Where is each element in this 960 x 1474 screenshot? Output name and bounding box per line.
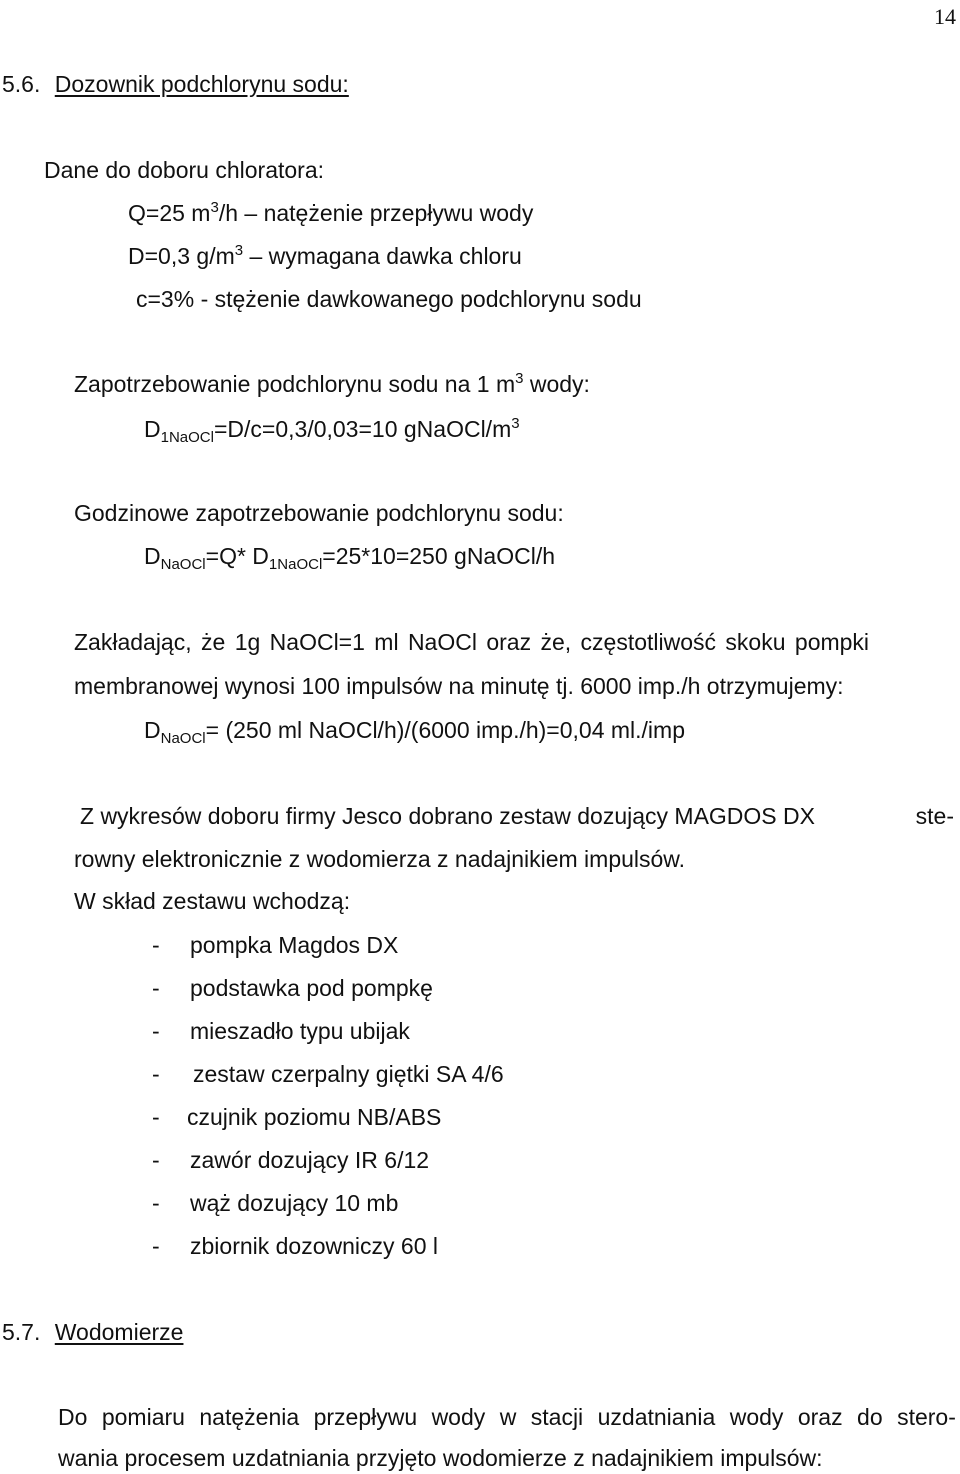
set-heading: W skład zestawu wchodzą: [74, 888, 351, 914]
selection-line-1: Z wykresów doboru firmy Jesco dobrano zestaw dozujący MAGDOS DX ste- [80, 803, 954, 829]
selection-line-2: rowny elektronicznie z wodomierza z nadajnikiem impulsów. [74, 846, 686, 872]
formula-hourly: $D_{NaOCl}=Q*$ $D_{1NaOCl}=25*10=250$ gNaOCl/h [144, 543, 556, 573]
hourly-demand-label: Godzinowe zapotrzebowanie podchlorynu sodu: [74, 500, 564, 526]
list-item: - wąż dozujący 10 mb [152, 1190, 399, 1216]
param-dose: D=0,3 $g/m^3$ – wymagana dawka chloru [128, 242, 522, 269]
section-heading-dosing-unit [2, 73, 349, 96]
demand-per-m3-label: Zapotrzebowanie podchlorynu sodu na 1 $m^3$ wody: [74, 370, 590, 397]
list-item: - czujnik poziomu NB/ABS [152, 1104, 442, 1130]
list-item: - zestaw czerpalny giętki SA 4/6 [152, 1061, 504, 1087]
meters-line-1: Do pomiaru natężenia przepływu wody w stacji uzdatniania wody oraz do stero- [58, 1404, 956, 1430]
assumption-line-2: membranowej wynosi 100 impulsów na minutę tj. 6000 imp./h otrzymujemy: [74, 673, 844, 699]
data-heading: Dane do doboru chloratora: [44, 157, 325, 183]
list-item: - podstawka pod pompkę [152, 975, 433, 1001]
section-number: 5.6. [2, 71, 41, 97]
formula-dose-per-impulse: $D_{NaOCl}= (250$ ml NaOCl/h)/(6000 imp./h)=0,04 ml./imp [144, 717, 685, 747]
list-item: - pompka Magdos DX [152, 932, 399, 958]
page-number: 14 [934, 4, 956, 29]
param-flow: Q=25 $m^3/h$ – natężenie przepływu wody [128, 199, 534, 226]
list-item: - mieszadło typu ubijak [152, 1018, 410, 1044]
assumption-line-1: Zakładając, że 1g NaOCl=1 ml NaOCl oraz że, częstotliwość skoku pompki [74, 629, 870, 655]
section-number: 5.7. [2, 1319, 41, 1345]
param-concentration: c=3% - stężenie dawkowanego podchlorynu sodu [136, 286, 642, 312]
section-heading-water-meters [2, 1321, 183, 1344]
list-item: - zbiornik dozowniczy 60 l [152, 1233, 439, 1259]
list-item: - zawór dozujący IR 6/12 [152, 1147, 430, 1173]
meters-line-2: wania procesem uzdatniania przyjęto wodomierze z nadajnikiem impulsów: [58, 1445, 823, 1471]
formula-d1naocl: $D_{1NaOCl}=D/c=0,3/0,03=10$ gNaOCl/$m^3$ [144, 415, 520, 446]
section-title: Dozownik podchlorynu sodu: [54, 71, 349, 97]
section-title: Wodomierze [54, 1319, 184, 1345]
